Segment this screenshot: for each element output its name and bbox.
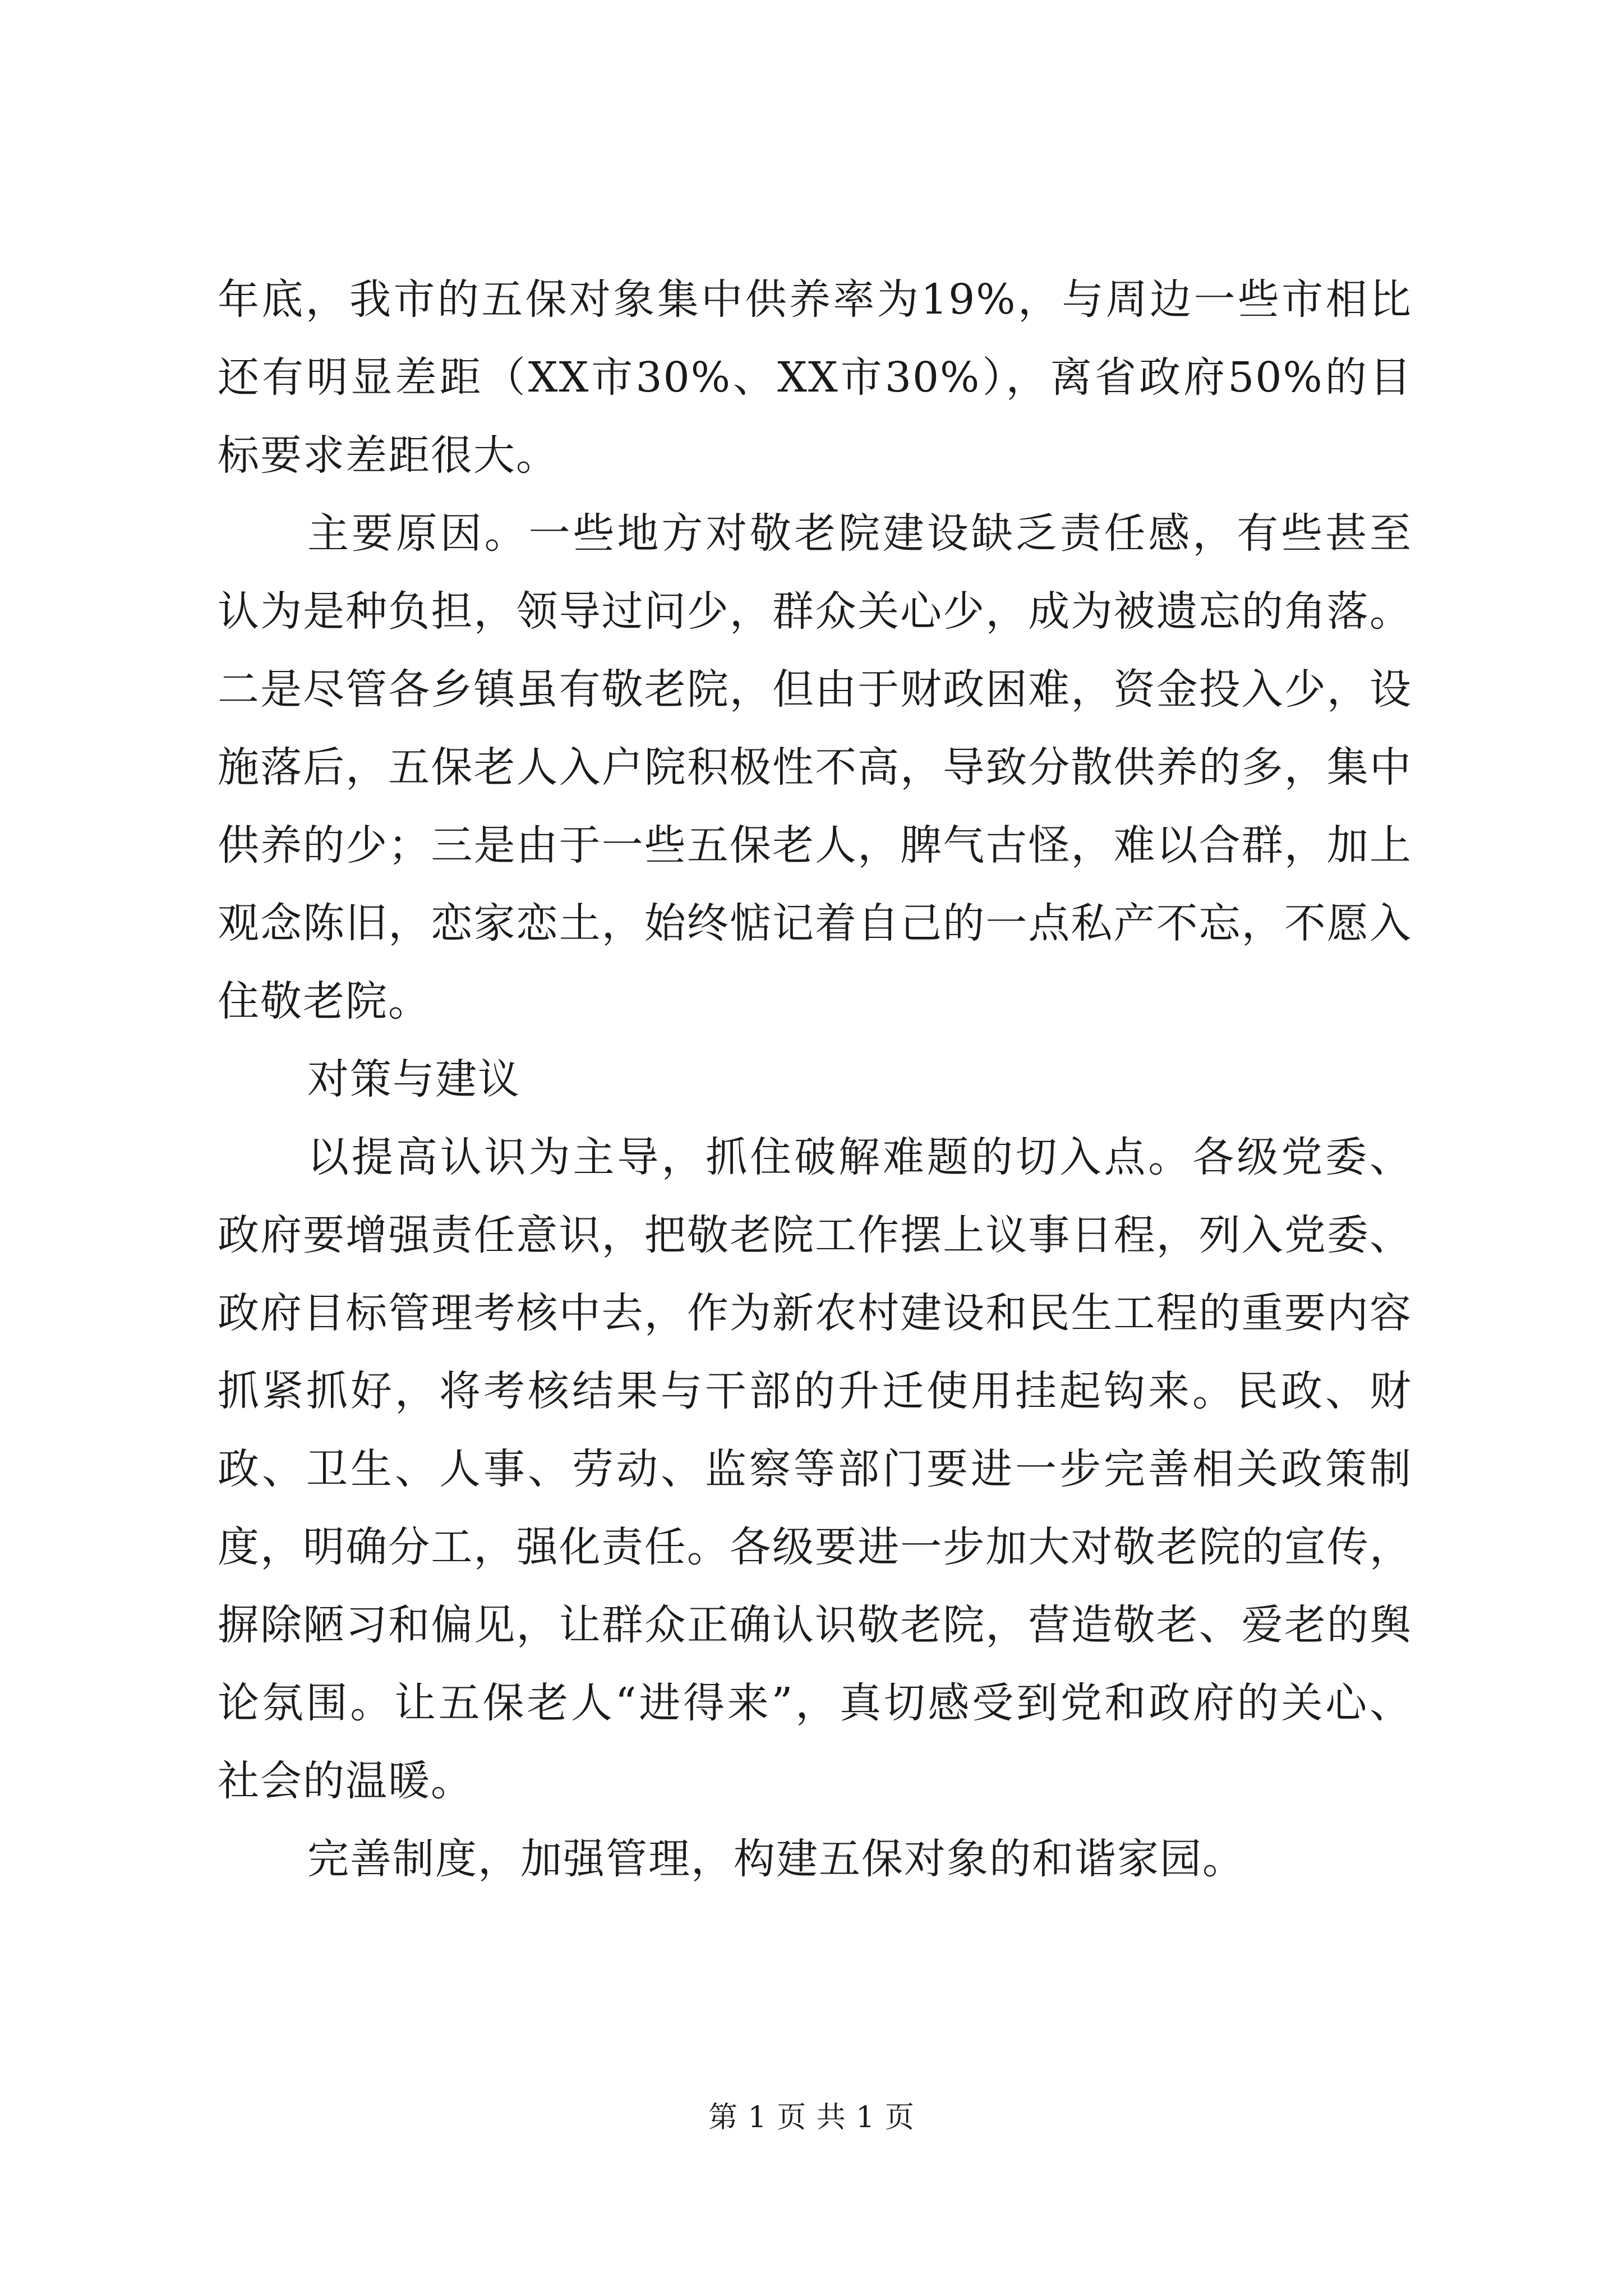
section-heading-countermeasures: 对策与建议: [307, 1055, 520, 1103]
paragraph-funding-gap: 年底，我市的五保对象集中供养率为19%，与周边一些市相比还有明显差距（XX市30%、XX市30%），离省政府50%的目标要求差距很大。: [218, 275, 1412, 480]
paragraph-main-reasons: 主要原因。一些地方对敬老院建设缺乏责任感，有些甚至认为是种负担，领导过问少，群众关心少，成为被遗忘的角落。二是尽管各乡镇虽有敬老院，但由于财政困难，资金投入少，设施落后，五保老人入户院积极性不高，导致分散供养的多，集中供养的少；三是由于一些五保老人，脾气古怪，难以合群，加上观念陈旧，恋家恋土，始终惦记着自己的一点私产不忘，不愿入住敬老院。: [218, 509, 1412, 1025]
paragraph-raise-awareness: 以提高认识为主导，抓住破解难题的切入点。各级党委、政府要增强责任意识，把敬老院工作摆上议事日程，列入党委、政府目标管理考核中去，作为新农村建设和民生工程的重要内容抓紧抓好，将考核结果与干部的升迁使用挂起钩来。民政、财政、卫生、人事、劳动、监察等部门要进一步完善相关政策制度，明确分工，强化责任。各级要进一步加大对敬老院的宣传，摒除陋习和偏见，让群众正确认识敬老院，营造敬老、爱老的舆论氛围。让五保老人“进得来”，真切感受到党和政府的关心、社会的温暖。: [218, 1133, 1412, 1805]
paragraph-improve-system: 完善制度，加强管理，构建五保对象的和谐家园。: [307, 1835, 1245, 1883]
page-number-footer: 第 1 页 共 1 页: [708, 2101, 915, 2134]
document-body: [218, 261, 1412, 1898]
